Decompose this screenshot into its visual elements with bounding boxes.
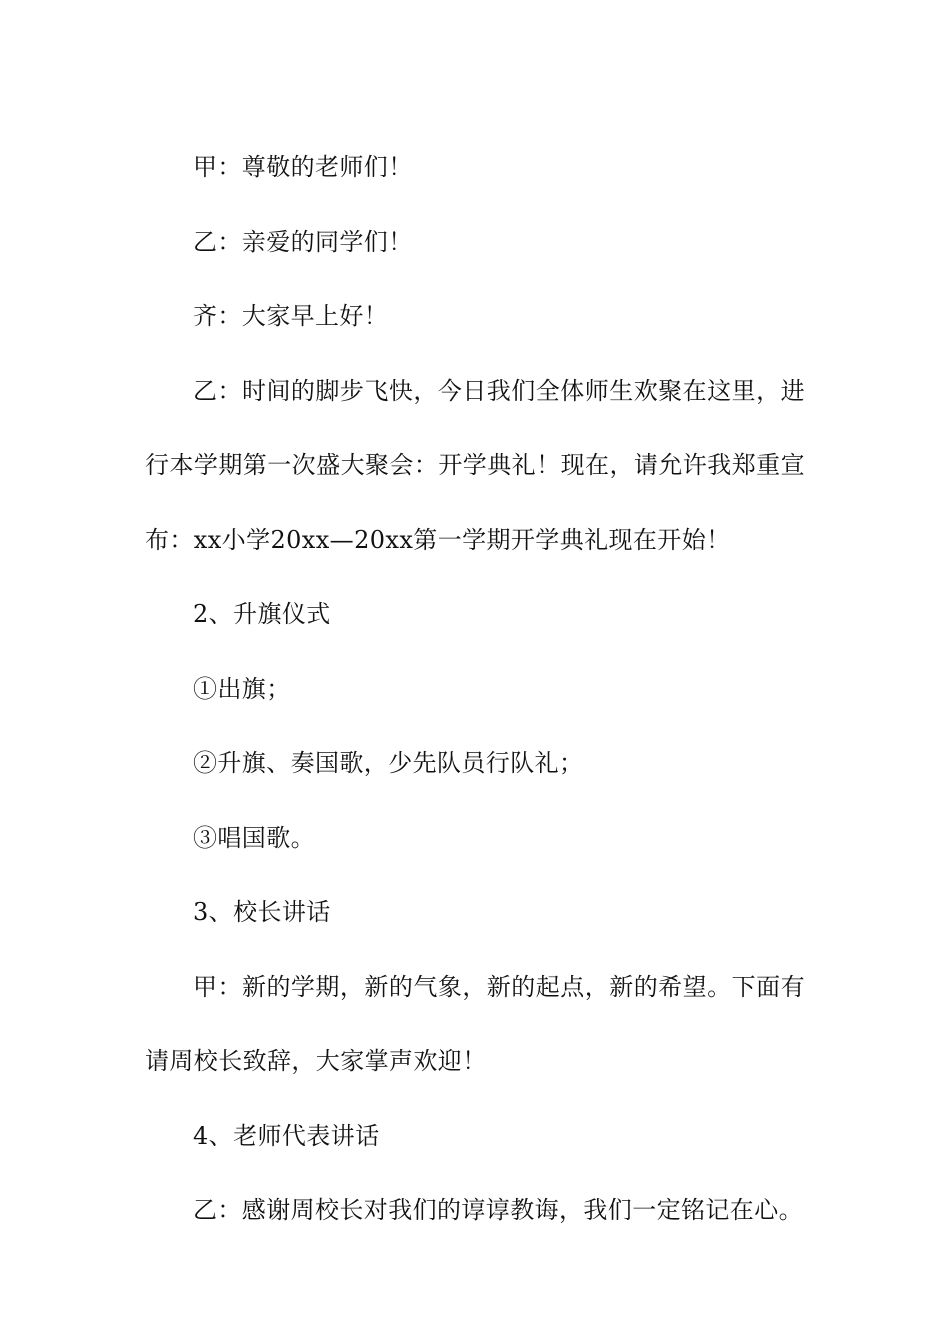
section-heading-teacher-speech: 4、老师代表讲话: [193, 1121, 380, 1150]
document-body: [145, 130, 805, 1248]
paragraph-greeting-teachers: 甲：尊敬的老师们！: [193, 153, 413, 181]
list-item-flag-out: ①出旗；: [193, 674, 291, 703]
paragraph-opening-announcement: 乙：时间的脚步飞快，今日我们全体师生欢聚在这里，进行本学期第一次盛大聚会：开学典礼！现在，请允许我郑重宣布：xx小学20xx—20xx第一学期开学典礼现在开始！: [145, 376, 805, 554]
section-heading-flag-ceremony: 2、升旗仪式: [193, 600, 331, 628]
section-heading-principal-speech: 3、校长讲话: [193, 898, 331, 926]
paragraph-greeting-all: 齐：大家早上好！: [193, 302, 389, 330]
paragraph-thanks-principal: 乙：感谢周校长对我们的谆谆教诲，我们一定铭记在心。: [193, 1196, 803, 1224]
paragraph-principal-intro: 甲：新的学期，新的气象，新的起点，新的希望。下面有请周校长致辞，大家掌声欢迎！: [145, 972, 805, 1075]
list-item-flag-raising: ②升旗、奏国歌，少先队员行队礼；: [193, 749, 584, 777]
paragraph-greeting-students: 乙：亲爱的同学们！: [193, 227, 413, 256]
list-item-sing-anthem: ③唱国歌。: [193, 823, 315, 852]
